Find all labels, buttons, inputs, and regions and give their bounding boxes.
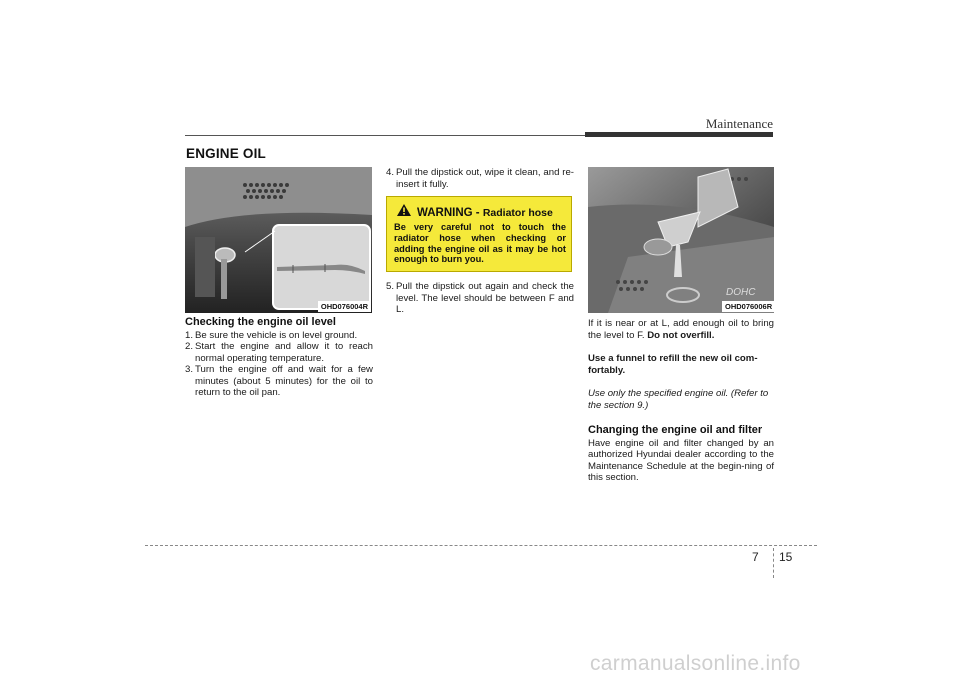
right-column [588, 318, 774, 484]
watermark: carmanualsonline.info [590, 652, 801, 675]
funnel-paragraph: Use a funnel to refill the new oil com-fortably. [588, 353, 758, 376]
oil-filling-photo [588, 167, 774, 313]
middle-column-bottom [386, 281, 574, 316]
left-column [185, 317, 373, 399]
footer-divider [773, 548, 774, 578]
header-rule-accent [585, 132, 773, 137]
step-item: 3. Turn the engine off and wait for a few minutes (about 5 minutes) for the oil to return to the oil pan. [185, 364, 373, 398]
warning-text: Be very careful not to touch the radiator hose when checking or adding the engine oil as it may be hot enough to burn you. [394, 222, 566, 265]
warning-icon [397, 204, 411, 216]
specified-oil-paragraph: Use only the specified engine oil. (Refer to the section 9.) [588, 388, 769, 411]
changing-paragraph: Have engine oil and filter changed by an authorized Hyundai dealer according to the Maintenance Schedule at the begin-ning of this section. [588, 437, 774, 483]
middle-column-top [386, 167, 574, 190]
add-oil-paragraph: If it is near or at L, add enough oil to bring the level to F. Do not overfill. [588, 318, 774, 341]
svg-text:DOHC: DOHC [726, 287, 756, 298]
section-header: Maintenance [705, 116, 773, 131]
step-item: 2. Start the engine and allow it to reach normal operating temperature. [185, 341, 373, 364]
footer-rule [145, 545, 817, 546]
checking-heading: Checking the engine oil level [185, 316, 336, 328]
step-item: 1. Be sure the vehicle is on level ground. [185, 329, 358, 341]
step-item: 5. Pull the dipstick out again and check the level. The level should be between F and L. [386, 281, 574, 315]
checking-steps [185, 330, 373, 399]
image-code: OHD076004R [318, 301, 371, 312]
warning-box [386, 196, 572, 272]
engine-dipstick-photo [185, 167, 372, 313]
section-title: ENGINE OIL [186, 146, 267, 161]
image-code: OHD076006R [722, 301, 774, 312]
step-item: 4. Pull the dipstick out, wipe it clean, and re-insert it fully. [386, 167, 574, 190]
changing-heading: Changing the engine oil and filter [588, 424, 763, 436]
warning-title: WARNING - Radiator hose [417, 207, 553, 219]
chapter-number: 7 [752, 550, 759, 564]
page-number: 15 [779, 550, 793, 564]
